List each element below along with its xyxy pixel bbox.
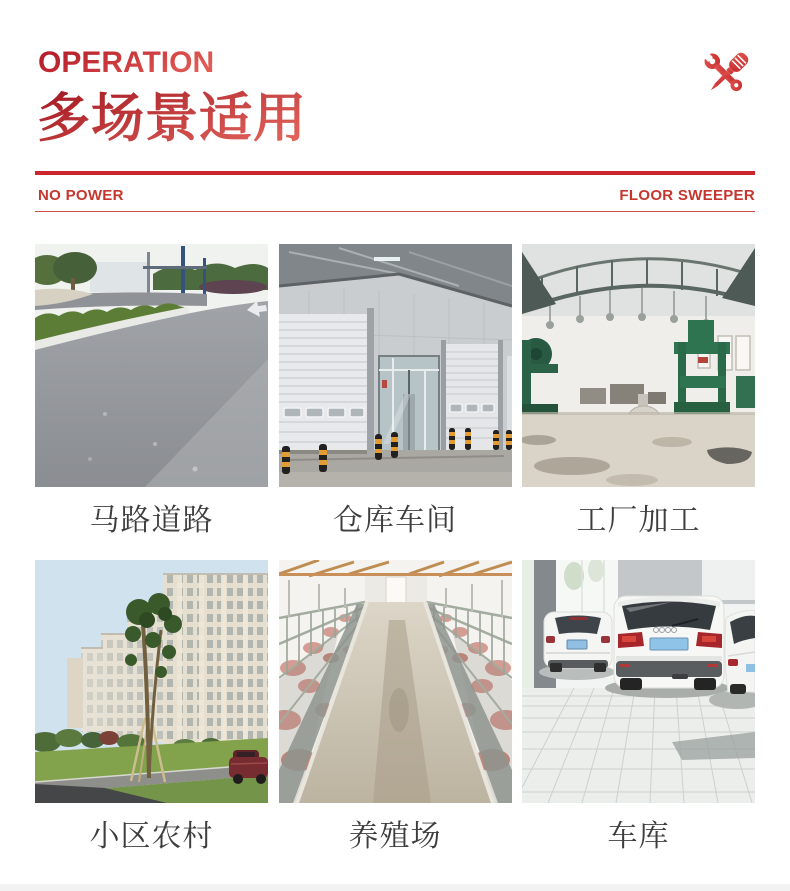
tagline-left: NO POWER [38, 187, 124, 204]
divider-thin [35, 211, 755, 212]
section-title: 多场景适用 [37, 86, 307, 152]
photo-factory [522, 244, 755, 487]
scene-card-farm [279, 560, 512, 876]
tagline-row [38, 187, 755, 204]
scene-card-warehouse [279, 244, 512, 560]
photo-residential [35, 560, 268, 803]
scene-card-garage [522, 560, 755, 876]
scene-card-residential [35, 560, 268, 876]
next-section-strip [0, 884, 790, 891]
photo-farm [279, 560, 512, 803]
section-eyebrow: OPERATION [38, 46, 215, 79]
scene-grid [35, 244, 755, 876]
scene-caption: 养殖场 [348, 820, 442, 853]
photo-warehouse [279, 244, 512, 487]
scene-caption: 小区农村 [89, 820, 214, 853]
scene-caption: 车库 [607, 820, 670, 853]
scene-caption: 仓库车间 [333, 504, 457, 537]
scene-caption: 马路道路 [89, 504, 214, 537]
scene-caption: 工厂加工 [576, 504, 701, 537]
divider-thick [35, 171, 755, 175]
photo-road [35, 244, 268, 487]
tagline-right: FLOOR SWEEPER [619, 187, 755, 204]
wrench-screwdriver-icon [695, 44, 757, 106]
photo-garage [522, 560, 755, 803]
scene-card-road [35, 244, 268, 560]
scene-card-factory [522, 244, 755, 560]
